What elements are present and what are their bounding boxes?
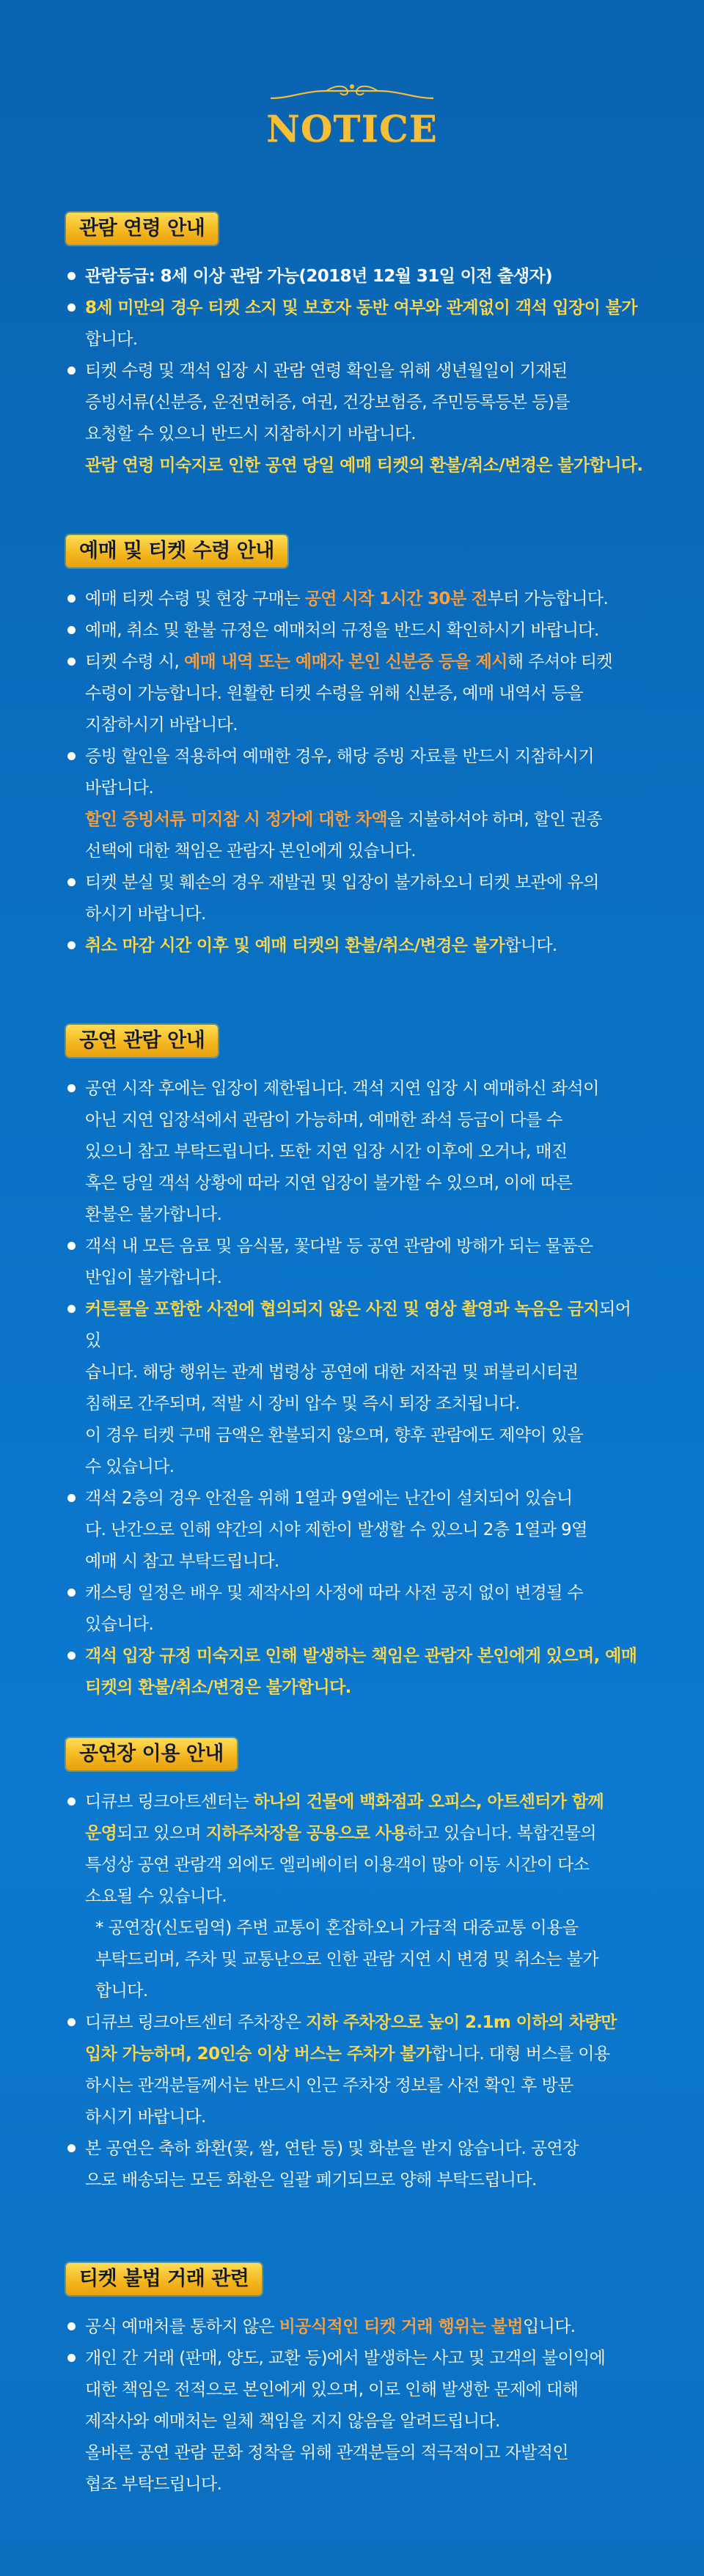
body-text: 침해로 간주되며, 적발 시 장비 압수 및 즉시 퇴장 조치됩니다. bbox=[85, 1394, 520, 1413]
body-text: 하고 있습니다. 복합건물의 bbox=[407, 1824, 596, 1843]
text-line bbox=[85, 615, 645, 647]
body-text: 으로 배송되는 모든 화환은 일괄 폐기되므로 양해 부탁드립니다. bbox=[85, 2171, 537, 2190]
section-title-badge: 공연장 이용 안내 bbox=[66, 1738, 237, 1770]
bullet-item bbox=[66, 1578, 645, 1641]
body-text: 공식 예매처를 통하지 않은 bbox=[85, 2317, 279, 2336]
bullet-item bbox=[66, 615, 645, 647]
text-line bbox=[85, 261, 645, 292]
body-text: 이 경우 티켓 구매 금액은 환불되지 않으며, 향후 관람에도 제약이 있을 bbox=[85, 1426, 584, 1445]
text-line bbox=[85, 292, 645, 324]
body-text: 증빙서류(신분증, 운전면허증, 여권, 건강보험증, 주민등록등본 등)를 bbox=[85, 393, 570, 412]
body-text: 제작사와 예매처는 일체 책임을 지지 않음을 알려드립니다. bbox=[85, 2412, 500, 2431]
body-text: 요청할 수 있으니 반드시 지참하시기 바랍니다. bbox=[85, 424, 417, 444]
bullet-item bbox=[66, 2311, 645, 2343]
bullet-item bbox=[66, 867, 645, 930]
body-text: 예매 티켓 수령 및 현장 구매는 bbox=[85, 589, 305, 608]
body-text: 하시기 바랍니다. bbox=[85, 2108, 206, 2127]
body-text: 하시기 바랍니다. bbox=[85, 905, 206, 924]
body-text: 협조 부탁드립니다. bbox=[85, 2475, 222, 2494]
text-line bbox=[85, 647, 645, 678]
section-title-badge: 관람 연령 안내 bbox=[66, 213, 218, 245]
section-items bbox=[66, 1786, 645, 2196]
text-line bbox=[85, 1515, 645, 1546]
body-text: 본 공연은 축하 화환(꽃, 쌀, 연탄 등) 및 화분을 받지 않습니다. 공연장 bbox=[85, 2139, 579, 2158]
text-line bbox=[85, 1136, 645, 1168]
text-line bbox=[85, 1786, 645, 1818]
text-line bbox=[85, 899, 645, 930]
text-line bbox=[85, 1199, 645, 1231]
text-line bbox=[85, 324, 645, 356]
text-line bbox=[85, 2311, 645, 2343]
text-line bbox=[85, 2374, 645, 2406]
section-title-badge: 공연 관람 안내 bbox=[66, 1025, 218, 1057]
bullet-item bbox=[66, 930, 645, 962]
highlight-text: 할인 증빙서류 미지참 시 정가에 대한 차액 bbox=[85, 810, 387, 829]
body-text: 공연 시작 후에는 입장이 제한됩니다. 객석 지연 입장 시 예매하신 좌석이 bbox=[85, 1079, 599, 1098]
body-text: 반입이 불가합니다. bbox=[85, 1268, 222, 1287]
highlight-text: 커튼콜을 포함한 사전에 협의되지 않은 사진 및 영상 촬영과 녹음은 금지 bbox=[85, 1300, 599, 1319]
bullet-item bbox=[66, 1073, 645, 1231]
note-item bbox=[66, 1913, 645, 2007]
highlight-text: 지하주차장을 공용으로 사용 bbox=[205, 1824, 407, 1843]
body-text: 혹은 당일 객석 상황에 따라 지연 입장이 불가할 수 있으며, 이에 따른 bbox=[85, 1174, 573, 1193]
text-line bbox=[85, 1073, 645, 1105]
text-line bbox=[85, 2007, 645, 2039]
body-text: 습니다. 해당 행위는 관계 법령상 공연에 대한 저작권 및 퍼블리시티권 bbox=[85, 1363, 579, 1382]
bullet-item bbox=[66, 2007, 645, 2133]
text-line bbox=[85, 1483, 645, 1515]
text-line bbox=[85, 1294, 645, 1357]
body-text: 디큐브 링크아트센터는 bbox=[85, 1792, 254, 1811]
bullet-item bbox=[66, 356, 645, 482]
text-line bbox=[85, 1105, 645, 1136]
bullet-item bbox=[66, 1641, 645, 1704]
body-text: 을 지불하셔야 하며, 할인 권종 bbox=[386, 810, 602, 829]
body-text: 지참하시기 바랍니다. bbox=[85, 715, 238, 735]
text-line bbox=[85, 2039, 645, 2070]
section-items bbox=[66, 1073, 645, 1704]
highlight-text: 비공식적인 티켓 거래 행위는 불법 bbox=[279, 2317, 523, 2336]
text-line bbox=[85, 2406, 645, 2437]
body-text: 합니다. 대형 버스를 이용 bbox=[431, 2045, 610, 2064]
section-venue-guide bbox=[66, 1738, 645, 2196]
section-items bbox=[66, 261, 645, 482]
text-line bbox=[85, 2165, 645, 2196]
body-text: 되고 있으며 bbox=[117, 1824, 206, 1843]
section-title-badge: 예매 및 티켓 수령 안내 bbox=[66, 535, 287, 567]
highlight-text: 8세 미만의 경우 티켓 소지 및 보호자 동반 여부와 관계없이 객석 입장이 불가 bbox=[85, 298, 637, 317]
text-line bbox=[85, 2102, 645, 2133]
body-text: 부탁드리며, 주차 및 교통난으로 인한 관람 지연 시 변경 및 취소는 불가 bbox=[95, 1950, 598, 1969]
notice-title: NOTICE bbox=[266, 107, 438, 150]
text-line bbox=[85, 1818, 645, 1850]
gold-scroll-ornament-icon bbox=[268, 82, 436, 104]
text-line bbox=[85, 584, 645, 615]
text-line bbox=[85, 1451, 645, 1483]
section-title-badge: 티켓 불법 거래 관련 bbox=[66, 2263, 262, 2295]
body-text: 객석 내 모든 음료 및 음식물, 꽃다발 등 공연 관람에 방해가 되는 물품은 bbox=[85, 1237, 593, 1256]
notice-header bbox=[0, 82, 704, 150]
bullet-item bbox=[66, 1294, 645, 1483]
section-items bbox=[66, 2311, 645, 2500]
text-line bbox=[85, 2437, 645, 2469]
body-text: 티켓 분실 및 훼손의 경우 재발권 및 입장이 불가하오니 티켓 보관에 유의 bbox=[85, 873, 599, 892]
highlight-text: 지하 주차장으로 높이 2.1m 이하의 차량만 bbox=[306, 2013, 617, 2032]
body-text: 선택에 대한 책임은 관람자 본인에게 있습니다. bbox=[85, 842, 417, 861]
body-text: 다. 난간으로 인해 약간의 시야 제한이 발생할 수 있으니 2층 1열과 9열 bbox=[85, 1520, 587, 1539]
text-line bbox=[85, 356, 645, 387]
body-text: 캐스팅 일정은 배우 및 제작사의 사정에 따라 사전 공지 없이 변경될 수 bbox=[85, 1583, 584, 1602]
text-line bbox=[85, 1672, 645, 1704]
body-text: 대한 책임은 전적으로 본인에게 있으며, 이로 인해 발생한 문제에 대해 bbox=[85, 2380, 579, 2399]
text-line bbox=[85, 2133, 645, 2165]
body-text: 디큐브 링크아트센터 주차장은 bbox=[85, 2013, 307, 2032]
body-text: 예매 시 참고 부탁드립니다. bbox=[85, 1552, 279, 1571]
highlight-text: 취소 마감 시간 이후 및 예매 티켓의 환불/취소/변경은 불가 bbox=[85, 936, 505, 955]
text-line bbox=[85, 1850, 645, 1881]
body-text: 합니다. bbox=[95, 1981, 148, 2001]
text-line bbox=[85, 930, 645, 962]
bullet-item bbox=[66, 1786, 645, 1913]
bullet-item bbox=[66, 2133, 645, 2196]
body-text: 되어있 bbox=[85, 1300, 631, 1350]
text-line bbox=[85, 1609, 645, 1641]
text-line bbox=[95, 1976, 645, 2007]
text-line bbox=[85, 419, 645, 450]
section-viewing-guide bbox=[66, 1025, 645, 1704]
text-line bbox=[85, 2469, 645, 2500]
body-text: 특성상 공연 관람객 외에도 엘리베이터 이용객이 많아 이동 시간이 다소 bbox=[85, 1855, 590, 1874]
body-text: 예매, 취소 및 환불 규정은 예매처의 규정을 반드시 확인하시기 바랍니다. bbox=[85, 621, 599, 640]
text-line bbox=[85, 804, 645, 836]
text-line bbox=[85, 1546, 645, 1578]
text-line bbox=[85, 836, 645, 867]
highlight-text: 운영 bbox=[85, 1824, 117, 1843]
highlight-text: 관람등급: 8세 이상 관람 가능(2018년 12월 31일 이전 출생자) bbox=[85, 267, 553, 286]
bullet-item bbox=[66, 1231, 645, 1294]
text-line bbox=[85, 1231, 645, 1262]
body-text: * 공연장(신도림역) 주변 교통이 혼잡하오니 가급적 대중교통 이용을 bbox=[95, 1918, 579, 1937]
text-line bbox=[85, 1388, 645, 1420]
highlight-text: 예매 내역 또는 예매자 본인 신분증 등을 제시 bbox=[183, 652, 507, 671]
body-text: 증빙 할인을 적용하여 예매한 경우, 해당 증빙 자료를 반드시 지참하시기 bbox=[85, 747, 595, 766]
highlight-text: 하나의 건물에 백화점과 오피스, 아트센터가 함께 bbox=[253, 1792, 604, 1811]
text-line bbox=[85, 1641, 645, 1672]
section-items bbox=[66, 584, 645, 962]
section-age-guide bbox=[66, 213, 645, 482]
body-text: 합니다. bbox=[85, 330, 138, 349]
section-illegal-trade bbox=[66, 2263, 645, 2500]
text-line bbox=[85, 710, 645, 741]
body-text: 객석 2층의 경우 안전을 위해 1열과 9열에는 난간이 설치되어 있습니 bbox=[85, 1489, 573, 1508]
body-text: 합니다. bbox=[505, 936, 557, 955]
body-text: 수령이 가능합니다. 원활한 티켓 수령을 위해 신분증, 예매 내역서 등을 bbox=[85, 684, 584, 703]
text-line bbox=[95, 1944, 645, 1976]
body-text: 올바른 공연 관람 문화 정착을 위해 관객분들의 적극적이고 자발적인 bbox=[85, 2443, 568, 2462]
bullet-item bbox=[66, 1483, 645, 1578]
text-line bbox=[85, 1262, 645, 1294]
body-text: 하시는 관객분들께서는 반드시 인근 주차장 정보를 사전 확인 후 방문 bbox=[85, 2076, 573, 2095]
text-line bbox=[85, 678, 645, 710]
bullet-item bbox=[66, 2343, 645, 2500]
body-text: 있으니 참고 부탁드립니다. 또한 지연 입장 시간 이후에 오거나, 매진 bbox=[85, 1142, 568, 1161]
text-line bbox=[85, 1578, 645, 1609]
bullet-item bbox=[66, 261, 645, 292]
body-text: 입니다. bbox=[522, 2317, 576, 2336]
highlight-text: 공연 시작 1시간 30분 전 bbox=[304, 589, 488, 608]
text-line bbox=[85, 2070, 645, 2102]
body-text: 티켓 수령 및 객석 입장 시 관람 연령 확인을 위해 생년월일이 기재된 bbox=[85, 361, 568, 380]
body-text: 부터 가능합니다. bbox=[487, 589, 609, 608]
highlight-text: 관람 연령 미숙지로 인한 공연 당일 예매 티켓의 환불/취소/변경은 불가합니다. bbox=[85, 456, 643, 475]
text-line bbox=[85, 773, 645, 804]
text-line bbox=[85, 2343, 645, 2374]
body-text: 개인 간 거래 (판매, 양도, 교환 등)에서 발생하는 사고 및 고객의 불이익에 bbox=[85, 2349, 606, 2368]
body-text: 소요될 수 있습니다. bbox=[85, 1887, 227, 1906]
body-text: 있습니다. bbox=[85, 1615, 154, 1634]
text-line bbox=[85, 867, 645, 899]
body-text: 티켓 수령 시, bbox=[85, 652, 184, 671]
text-line bbox=[85, 1881, 645, 1913]
body-text: 수 있습니다. bbox=[85, 1457, 175, 1476]
text-line bbox=[85, 1357, 645, 1388]
text-line bbox=[85, 1420, 645, 1451]
bullet-item bbox=[66, 584, 645, 615]
section-ticket-guide bbox=[66, 535, 645, 962]
text-line bbox=[85, 1168, 645, 1199]
bullet-item bbox=[66, 647, 645, 741]
text-line bbox=[85, 387, 645, 419]
body-text: 환불은 불가합니다. bbox=[85, 1205, 222, 1224]
text-line bbox=[85, 450, 645, 482]
highlight-text: 입차 가능하며, 20인승 이상 버스는 주차가 불가 bbox=[85, 2045, 432, 2064]
body-text: 해 주셔야 티켓 bbox=[507, 652, 613, 671]
body-text: 바랍니다. bbox=[85, 779, 154, 798]
text-line bbox=[95, 1913, 645, 1944]
body-text: 아닌 지연 입장석에서 관람이 가능하며, 예매한 좌석 등급이 다를 수 bbox=[85, 1111, 562, 1130]
highlight-text: 티켓의 환불/취소/변경은 불가합니다. bbox=[85, 1678, 351, 1697]
bullet-item bbox=[66, 741, 645, 867]
highlight-text: 객석 입장 규정 미숙지로 인해 발생하는 책임은 관람자 본인에게 있으며, 예매 bbox=[85, 1646, 637, 1666]
text-line bbox=[85, 741, 645, 773]
bullet-item bbox=[66, 292, 645, 356]
